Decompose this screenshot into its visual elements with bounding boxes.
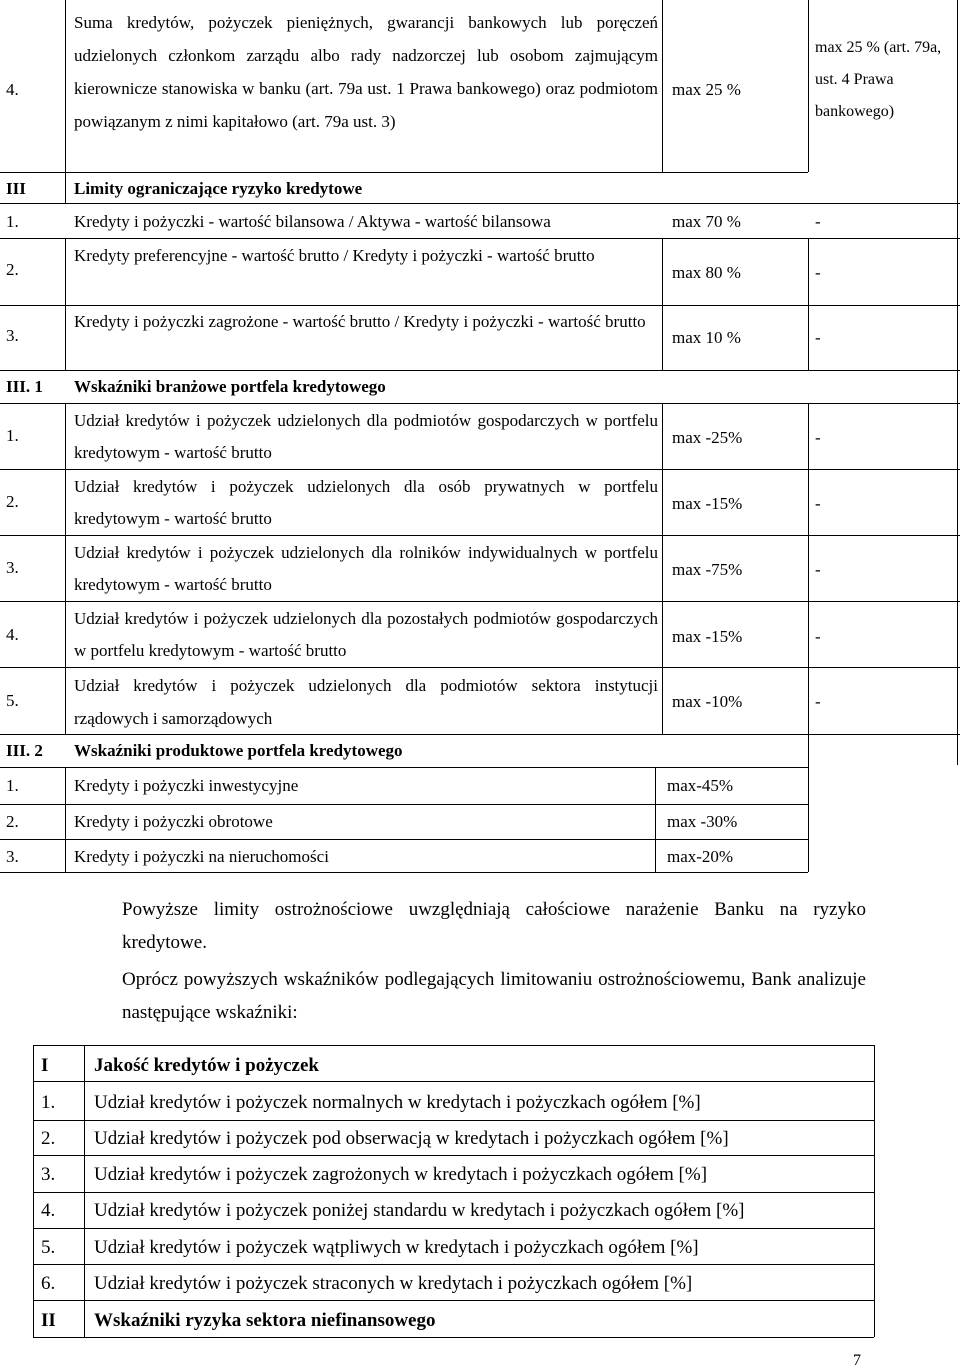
row-limit: max -75% [672, 560, 743, 579]
paragraph-exposure-note: Powyższe limity ostrożnościowe uwzględniają całościowe narażenie Banku na ryzyko kredytowe. [122, 899, 866, 953]
row-description: Kredyty i pożyczki zagrożone - wartość brutto / Kredyty i pożyczki - wartość brutto [74, 312, 646, 331]
row-limit: max -10% [672, 692, 743, 711]
row-number: 5. [6, 691, 19, 710]
row-limit: max 10 % [672, 328, 741, 347]
row-description: Udział kredytów i pożyczek straconych w kredytach i pożyczkach ogółem [%] [94, 1273, 693, 1294]
row-number: 1. [6, 426, 19, 445]
row-number: 2. [6, 260, 19, 279]
section-number: III. 1 [6, 377, 43, 396]
row-description: Udział kredytów i pożyczek wątpliwych w kredytach i pożyczkach ogółem [%] [94, 1237, 699, 1258]
row-statutory-limit: - [815, 263, 821, 282]
row-description: Udział kredytów i pożyczek udzielonych dla podmiotów sektora instytucji rządowych i samorządowych [74, 676, 658, 728]
row-description: Kredyty i pożyczki obrotowe [74, 812, 273, 831]
row-number: 2. [41, 1128, 56, 1149]
row-limit: max 80 % [672, 263, 741, 282]
row-statutory-limit: - [815, 328, 821, 347]
row-statutory-limit: - [815, 494, 821, 513]
row-limit: max 25 % [672, 80, 741, 99]
row-number: 6. [41, 1273, 56, 1294]
section-title: Jakość kredytów i pożyczek [94, 1055, 319, 1076]
row-statutory-limit: - [815, 212, 821, 231]
paragraph-indicators-intro: Oprócz powyższych wskaźników podlegających limitowaniu ostrożnościowemu, Bank analizuje następujące wskaźniki: [122, 969, 866, 1023]
row-limit: max 70 % [672, 212, 741, 231]
section-title: Wskaźniki branżowe portfela kredytowego [74, 377, 386, 396]
row-description: Udział kredytów i pożyczek poniżej standardu w kredytach i pożyczkach ogółem [%] [94, 1200, 745, 1221]
section-number: I [41, 1055, 49, 1076]
row-number: 3. [6, 558, 19, 577]
row-description: Udział kredytów i pożyczek normalnych w kredytach i pożyczkach ogółem [%] [94, 1092, 701, 1113]
section-number: II [41, 1310, 56, 1331]
row-number: 3. [6, 326, 19, 345]
row-description: Kredyty preferencyjne - wartość brutto / Kredyty i pożyczki - wartość brutto [74, 246, 595, 265]
row-number: 2. [6, 492, 19, 511]
row-description: Kredyty i pożyczki inwestycyjne [74, 776, 299, 795]
row-description: Udział kredytów i pożyczek udzielonych dla pozostałych podmiotów gospodarczych w portfelu kredytowym - wartość brutto [74, 609, 658, 660]
row-description: Kredyty i pożyczki na nieruchomości [74, 847, 329, 866]
row-description: Udział kredytów i pożyczek udzielonych dla osób prywatnych w portfelu kredytowym - wartość brutto [74, 477, 658, 528]
row-number: 3. [41, 1164, 56, 1185]
row-number: 4. [6, 80, 19, 99]
row-statutory-limit: - [815, 692, 821, 711]
row-statutory-limit: - [815, 428, 821, 447]
row-statutory-limit: - [815, 560, 821, 579]
row-limit: max-20% [667, 847, 734, 866]
row-limit: max -25% [672, 428, 743, 447]
section-title: Wskaźniki produktowe portfela kredytowego [74, 741, 403, 760]
row-statutory-limit: - [815, 627, 821, 646]
row-number: 5. [41, 1237, 56, 1258]
row-limit: max -30% [667, 812, 738, 831]
row-number: 4. [6, 625, 19, 644]
row-number: 1. [41, 1092, 56, 1113]
section-number: III. 2 [6, 741, 43, 760]
row-limit: max -15% [672, 627, 743, 646]
row-description: Udział kredytów i pożyczek udzielonych dla podmiotów gospodarczych w portfelu kredytowym - wartość brutto [74, 411, 658, 462]
row-description: Suma kredytów, pożyczek pieniężnych, gwarancji bankowych lub poręczeń udzielonych członkom zarządu albo rady nadzorczej lub osobom zajmującym kierownicze stanowiska w banku (art. 79a ust. 1 Prawa bankowego) oraz podmiotom powiązanym z nimi kapitałowo (art. 79a ust. 3) [74, 13, 658, 131]
row-limit: max-45% [667, 776, 734, 795]
row-limit: max -15% [672, 494, 743, 513]
row-number: 1. [6, 776, 19, 795]
row-description: Udział kredytów i pożyczek pod obserwacją w kredytach i pożyczkach ogółem [%] [94, 1128, 729, 1149]
section-title: Limity ograniczające ryzyko kredytowe [74, 179, 363, 198]
row-number: 2. [6, 812, 19, 831]
row-number: 3. [6, 847, 19, 866]
section-number: III [6, 179, 26, 198]
row-description: Udział kredytów i pożyczek udzielonych dla rolników indywidualnych w portfelu kredytowym - wartość brutto [74, 543, 658, 594]
row-number: 4. [41, 1200, 56, 1221]
row-description: Udział kredytów i pożyczek zagrożonych w kredytach i pożyczkach ogółem [%] [94, 1164, 708, 1185]
section-title: Wskaźniki ryzyka sektora niefinansowego [94, 1310, 436, 1331]
page-number: 7 [853, 1352, 861, 1369]
row-description: Kredyty i pożyczki - wartość bilansowa / Aktywa - wartość bilansowa [74, 212, 551, 231]
row-statutory-limit: max 25 % (art. 79a, ust. 4 Prawa bankowego) [815, 39, 942, 120]
row-number: 1. [6, 212, 19, 231]
